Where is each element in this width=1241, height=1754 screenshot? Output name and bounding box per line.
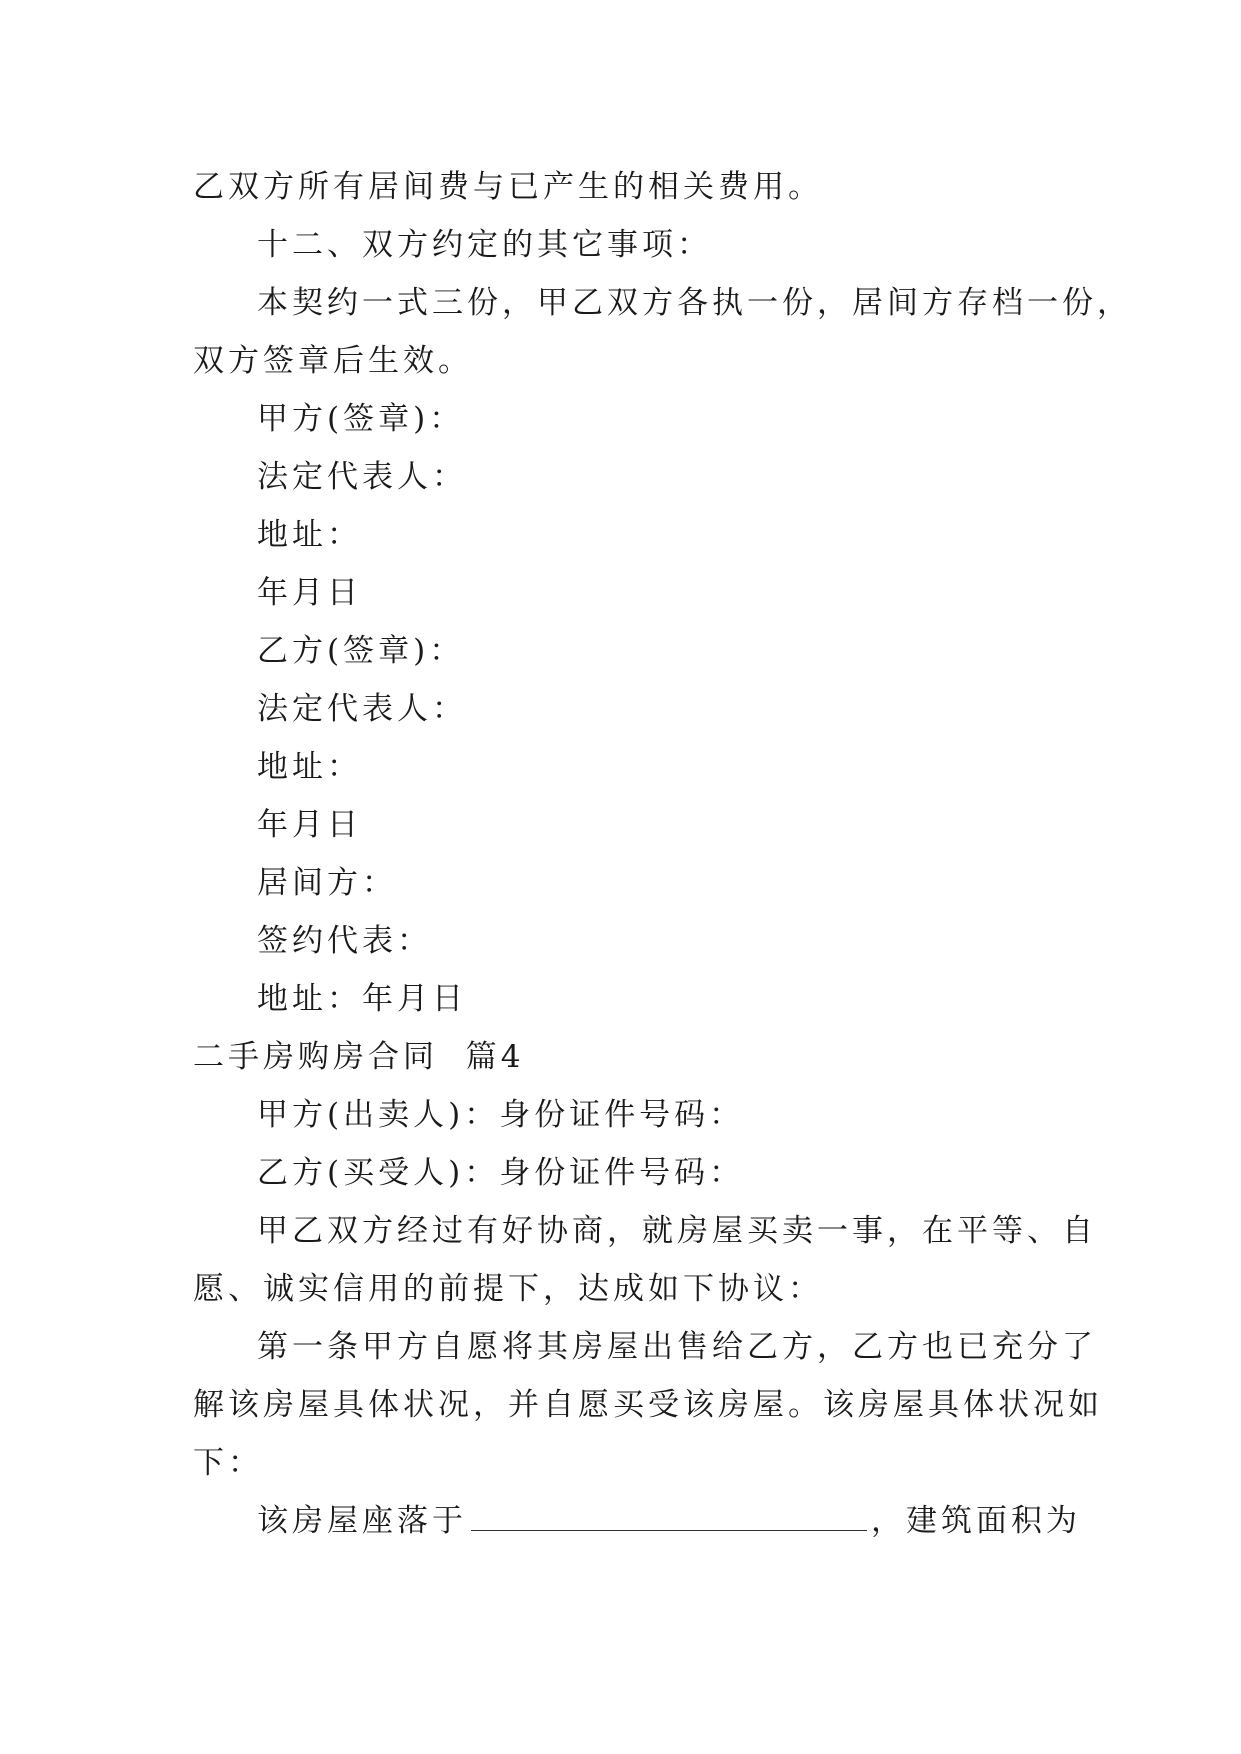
document-body: [193, 158, 1132, 1550]
paragraph-line: 第一条甲方自愿将其房屋出售给乙方，乙方也已充分了: [257, 1329, 1097, 1365]
paragraph-line: 甲乙双方经过有好协商，就房屋买卖一事，在平等、自: [257, 1213, 1097, 1249]
date-label: 年月日: [257, 575, 362, 611]
section-title: 二手房购房合同 篇4: [193, 1039, 525, 1075]
paragraph-line: 愿、诚实信用的前提下，达成如下协议：: [193, 1271, 823, 1307]
legal-representative-label: 法定代表人：: [257, 459, 467, 495]
paragraph-line: 乙双方所有居间费与已产生的相关费用。: [193, 169, 823, 205]
paragraph-line: 本契约一式三份，甲乙双方各执一份，居间方存档一份，: [257, 285, 1132, 321]
legal-representative-label: 法定代表人：: [257, 691, 467, 727]
paragraph-line: 双方签章后生效。: [193, 343, 473, 379]
property-location-line: [193, 1492, 1081, 1550]
party-b-signature-label: 乙方(签章)：: [257, 633, 465, 669]
address-label: 地址：: [257, 749, 362, 785]
signing-representative-label: 签约代表：: [257, 923, 432, 959]
address-date-label: 地址：年月日: [257, 981, 467, 1017]
address-label: 地址：: [257, 517, 362, 553]
location-blank: [471, 1508, 867, 1531]
party-a-signature-label: 甲方(签章)：: [257, 401, 465, 437]
buyer-label: 乙方(买受人)：身份证件号码：: [257, 1155, 745, 1191]
paragraph-line: 解该房屋具体状况，并自愿买受该房屋。该房屋具体状况如: [193, 1387, 1103, 1423]
section-heading: 十二、双方约定的其它事项：: [257, 227, 712, 263]
seller-label: 甲方(出卖人)：身份证件号码：: [257, 1097, 745, 1133]
property-location-suffix: ，建筑面积为: [871, 1503, 1081, 1539]
property-location-prefix: 该房屋座落于: [257, 1503, 467, 1539]
paragraph-line: 下：: [193, 1445, 263, 1481]
date-label: 年月日: [257, 807, 362, 843]
intermediary-label: 居间方：: [257, 865, 397, 901]
